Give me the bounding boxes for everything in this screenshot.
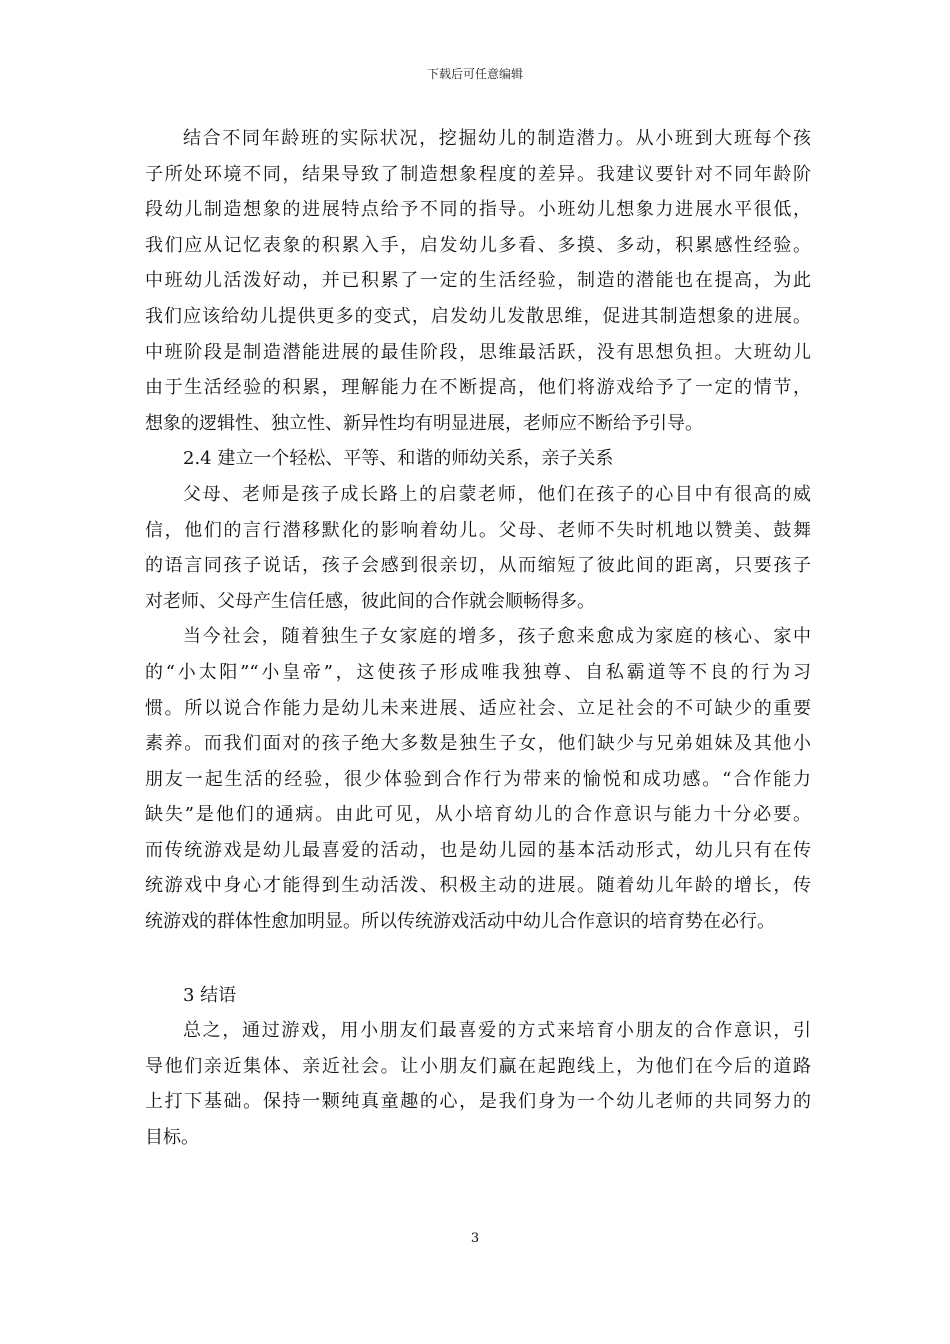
paragraph-line: 上打下基础。保持一颗纯真童趣的心，是我们身为一个幼儿老师的共同努力的 bbox=[145, 1091, 811, 1113]
paragraph-line: 缺失”是他们的通病。由此可见，从小培育幼儿的合作意识与能力十分必要。 bbox=[145, 804, 811, 826]
paragraph-line: 的语言同孩子说话，孩子会感到很亲切，从而缩短了彼此间的距离，只要孩子 bbox=[145, 555, 811, 577]
paragraph-line: 中班阶段是制造潜能进展的最佳阶段，思维最活跃，没有思想负担。大班幼儿 bbox=[145, 341, 811, 363]
paragraph-cooperation-ability bbox=[145, 619, 811, 939]
paragraph-line: 想象的逻辑性、独立性、新异性均有明显进展，老师应不断给予引导。 bbox=[145, 412, 703, 434]
paragraph-line: 统游戏中身心才能得到生动活泼、积极主动的进展。随着幼儿年龄的增长，传 bbox=[145, 875, 811, 897]
page-header: 下载后可任意编辑 bbox=[426, 67, 523, 81]
paragraph-line: 子所处环境不同，结果导致了制造想象程度的差异。我建议要针对不同年龄阶 bbox=[145, 163, 811, 185]
paragraph-line: 结合不同年龄班的实际状况，挖掘幼儿的制造潜力。从小班到大班每个孩 bbox=[183, 128, 811, 149]
paragraph-line: 中班幼儿活泼好动，并已积累了一定的生活经验，制造的潜能也在提高，为此 bbox=[145, 270, 811, 292]
paragraph-line: 当今社会，随着独生子女家庭的增多，孩子愈来愈成为家庭的核心、家中 bbox=[183, 626, 811, 648]
paragraph-line: 总之，通过游戏，用小朋友们最喜爱的方式来培育小朋友的合作意识，引 bbox=[183, 1020, 811, 1042]
paragraph-creative-imagination bbox=[145, 121, 811, 441]
paragraph-line: 惯。所以说合作能力是幼儿未来进展、适应社会、立足社会的不可缺少的重要 bbox=[145, 697, 811, 719]
document-body bbox=[145, 121, 811, 1156]
paragraph-line: 而传统游戏是幼儿最喜爱的活动，也是幼儿园的基本活动形式，幼儿只有在传 bbox=[145, 839, 811, 861]
blank-line bbox=[145, 940, 811, 978]
paragraph-line: 由于生活经验的积累，理解能力在不断提高，他们将游戏给予了一定的情节， bbox=[145, 377, 811, 399]
paragraph-line: 朋友一起生活的经验，很少体验到合作行为带来的愉悦和成功感。“合作能力 bbox=[145, 768, 811, 790]
paragraph-line: 信，他们的言行潜移默化的影响着幼儿。父母、老师不失时机地以赞美、鼓舞 bbox=[145, 519, 811, 541]
paragraph-line: 段幼儿制造想象的进展特点给予不同的指导。小班幼儿想象力进展水平很低， bbox=[145, 199, 811, 221]
page-number: 3 bbox=[470, 1231, 480, 1246]
paragraph-line: 我们应该给幼儿提供更多的变式，启发幼儿发散思维，促进其制造想象的进展。 bbox=[145, 305, 811, 327]
paragraph-line: 目标。 bbox=[145, 1127, 199, 1149]
section-heading-3: 3 结语 bbox=[183, 984, 237, 1006]
paragraph-line: 对老师、父母产生信任感，彼此间的合作就会顺畅得多。 bbox=[145, 590, 595, 612]
paragraph-line: 的“小太阳”“小皇帝”，这使孩子形成唯我独尊、自私霸道等不良的行为习 bbox=[145, 661, 811, 683]
paragraph-line: 父母、老师是孩子成长路上的启蒙老师，他们在孩子的心目中有很高的威 bbox=[183, 483, 811, 505]
paragraph-line: 导他们亲近集体、亲近社会。让小朋友们赢在起跑线上，为他们在今后的道路 bbox=[145, 1055, 811, 1077]
paragraph-line: 我们应从记忆表象的积累入手，启发幼儿多看、多摸、多动，积累感性经验。 bbox=[145, 234, 811, 256]
paragraph-teacher-parent-relationship bbox=[145, 477, 811, 619]
paragraph-line: 素养。而我们面对的孩子绝大多数是独生子女，他们缺少与兄弟姐妹及其他小 bbox=[145, 733, 811, 755]
paragraph-line: 统游戏的群体性愈加明显。所以传统游戏活动中幼儿合作意识的培育势在必行。 bbox=[145, 911, 775, 933]
paragraph-conclusion bbox=[145, 1013, 811, 1155]
section-heading-2-4: 2.4 建立一个轻松、平等、和谐的师幼关系，亲子关系 bbox=[183, 448, 614, 470]
